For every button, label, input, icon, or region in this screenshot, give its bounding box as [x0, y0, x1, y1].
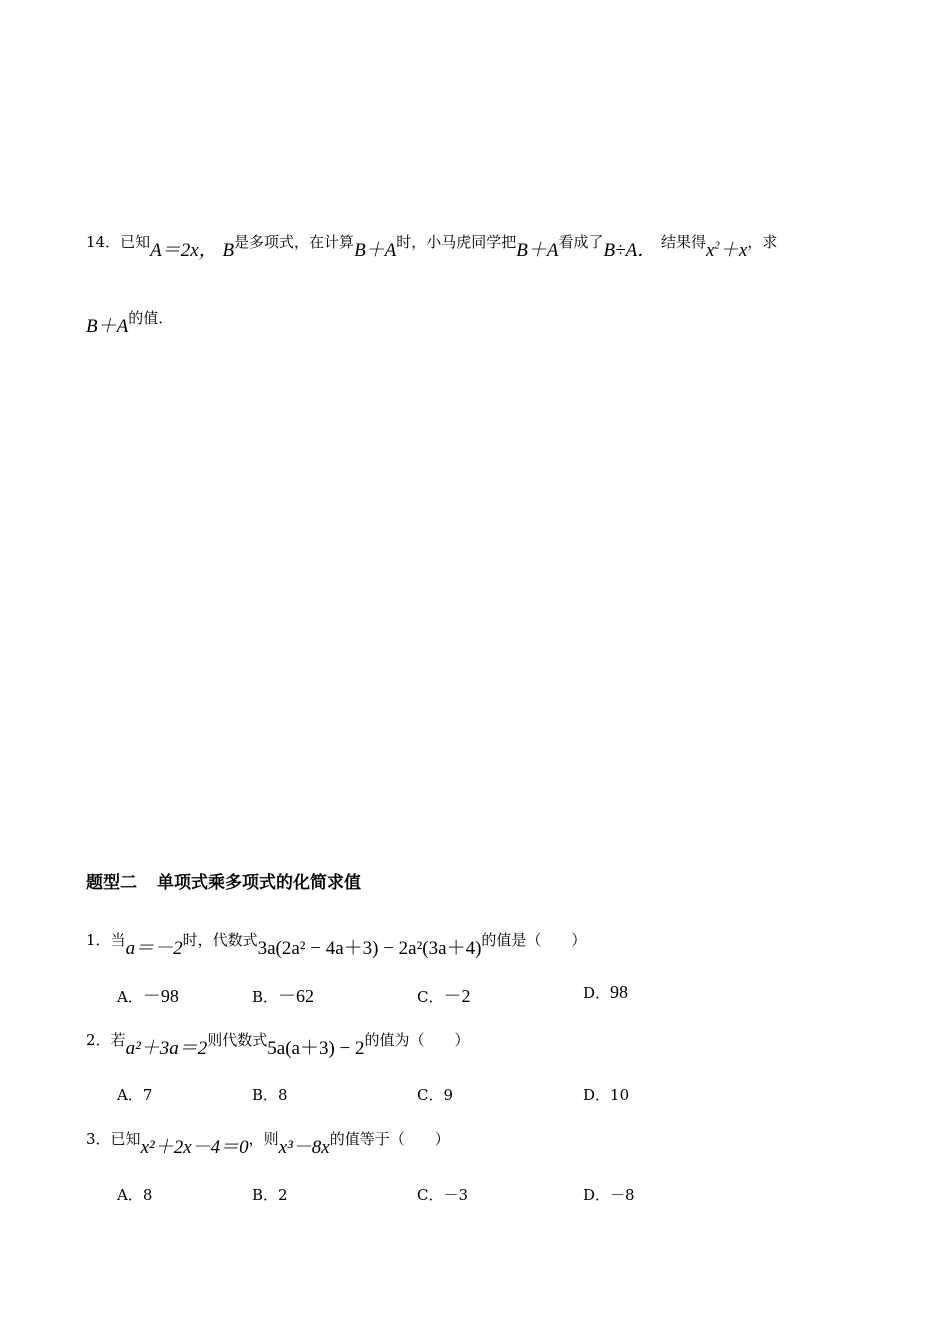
math-expression: x²＋2x－4＝0 [140, 1137, 249, 1158]
question-2 [86, 1024, 470, 1059]
question-1 [86, 924, 587, 959]
option-a[interactable]: A．8 [117, 1186, 153, 1204]
option-c[interactable]: C．9 [417, 1086, 454, 1104]
question-text: 结果得 [660, 233, 706, 251]
math-expression: B＋A [354, 240, 397, 261]
math-expression: B＋A [86, 316, 129, 337]
option-a[interactable]: A．7 [117, 1086, 153, 1104]
question-text: ，则 [248, 1130, 279, 1148]
math-expression: 5a(a＋3) − 2 [267, 1038, 365, 1059]
math-expression: $x^2+x$ [705, 239, 748, 261]
question-text: 已知 [120, 233, 151, 251]
question-text: 当 [110, 931, 126, 949]
option-c[interactable]: C．－2 [417, 986, 471, 1006]
section-heading [86, 868, 361, 893]
question-text: 的值． [128, 309, 174, 327]
option-b[interactable]: B．－62 [252, 986, 315, 1006]
question-text: 的值为（ ） [364, 1031, 470, 1049]
math-expression: B [222, 240, 235, 261]
question-text: 时，代数式 [182, 931, 258, 949]
math-expression: B÷A． [603, 240, 657, 261]
question-number: 14． [86, 233, 121, 251]
question-text: 是多项式，在计算 [234, 233, 355, 251]
option-b[interactable]: B．2 [252, 1186, 288, 1204]
question-14-line-1 [86, 226, 778, 261]
question-text: 若 [110, 1031, 126, 1049]
math-expression: 3a(2a² − 4a＋3) − 2a²(3a＋4) [257, 938, 482, 959]
question-text: 的值等于（ ） [329, 1130, 450, 1148]
math-expression: A＝2x， [150, 240, 218, 261]
question-3 [86, 1123, 450, 1158]
question-number: 3． [86, 1130, 111, 1148]
question-text: 则代数式 [207, 1031, 268, 1049]
section-label: 题型二 [86, 873, 137, 893]
section-title: 单项式乘多项式的化简求值 [157, 873, 361, 893]
math-expression: B＋A [516, 240, 559, 261]
math-expression: x³－8x [278, 1137, 330, 1158]
option-b[interactable]: B．8 [252, 1086, 288, 1104]
math-expression: a＝－2 [125, 938, 183, 959]
question-text: 看成了 [558, 233, 604, 251]
question-text: ，求 [747, 233, 778, 251]
question-text: 的值是（ ） [481, 931, 587, 949]
option-a[interactable]: A．－98 [117, 986, 179, 1006]
option-d[interactable]: D．98 [583, 982, 629, 1002]
question-14-line-2 [86, 302, 174, 337]
option-d[interactable]: D．10 [583, 1086, 630, 1104]
question-number: 2． [86, 1031, 111, 1049]
question-text: 已知 [110, 1130, 141, 1148]
question-text: 时，小马虎同学把 [396, 233, 517, 251]
question-number: 1． [86, 931, 111, 949]
math-expression: a²＋3a＝2 [125, 1038, 208, 1059]
option-d[interactable]: D．－8 [583, 1186, 635, 1204]
option-c[interactable]: C．－3 [417, 1186, 469, 1204]
